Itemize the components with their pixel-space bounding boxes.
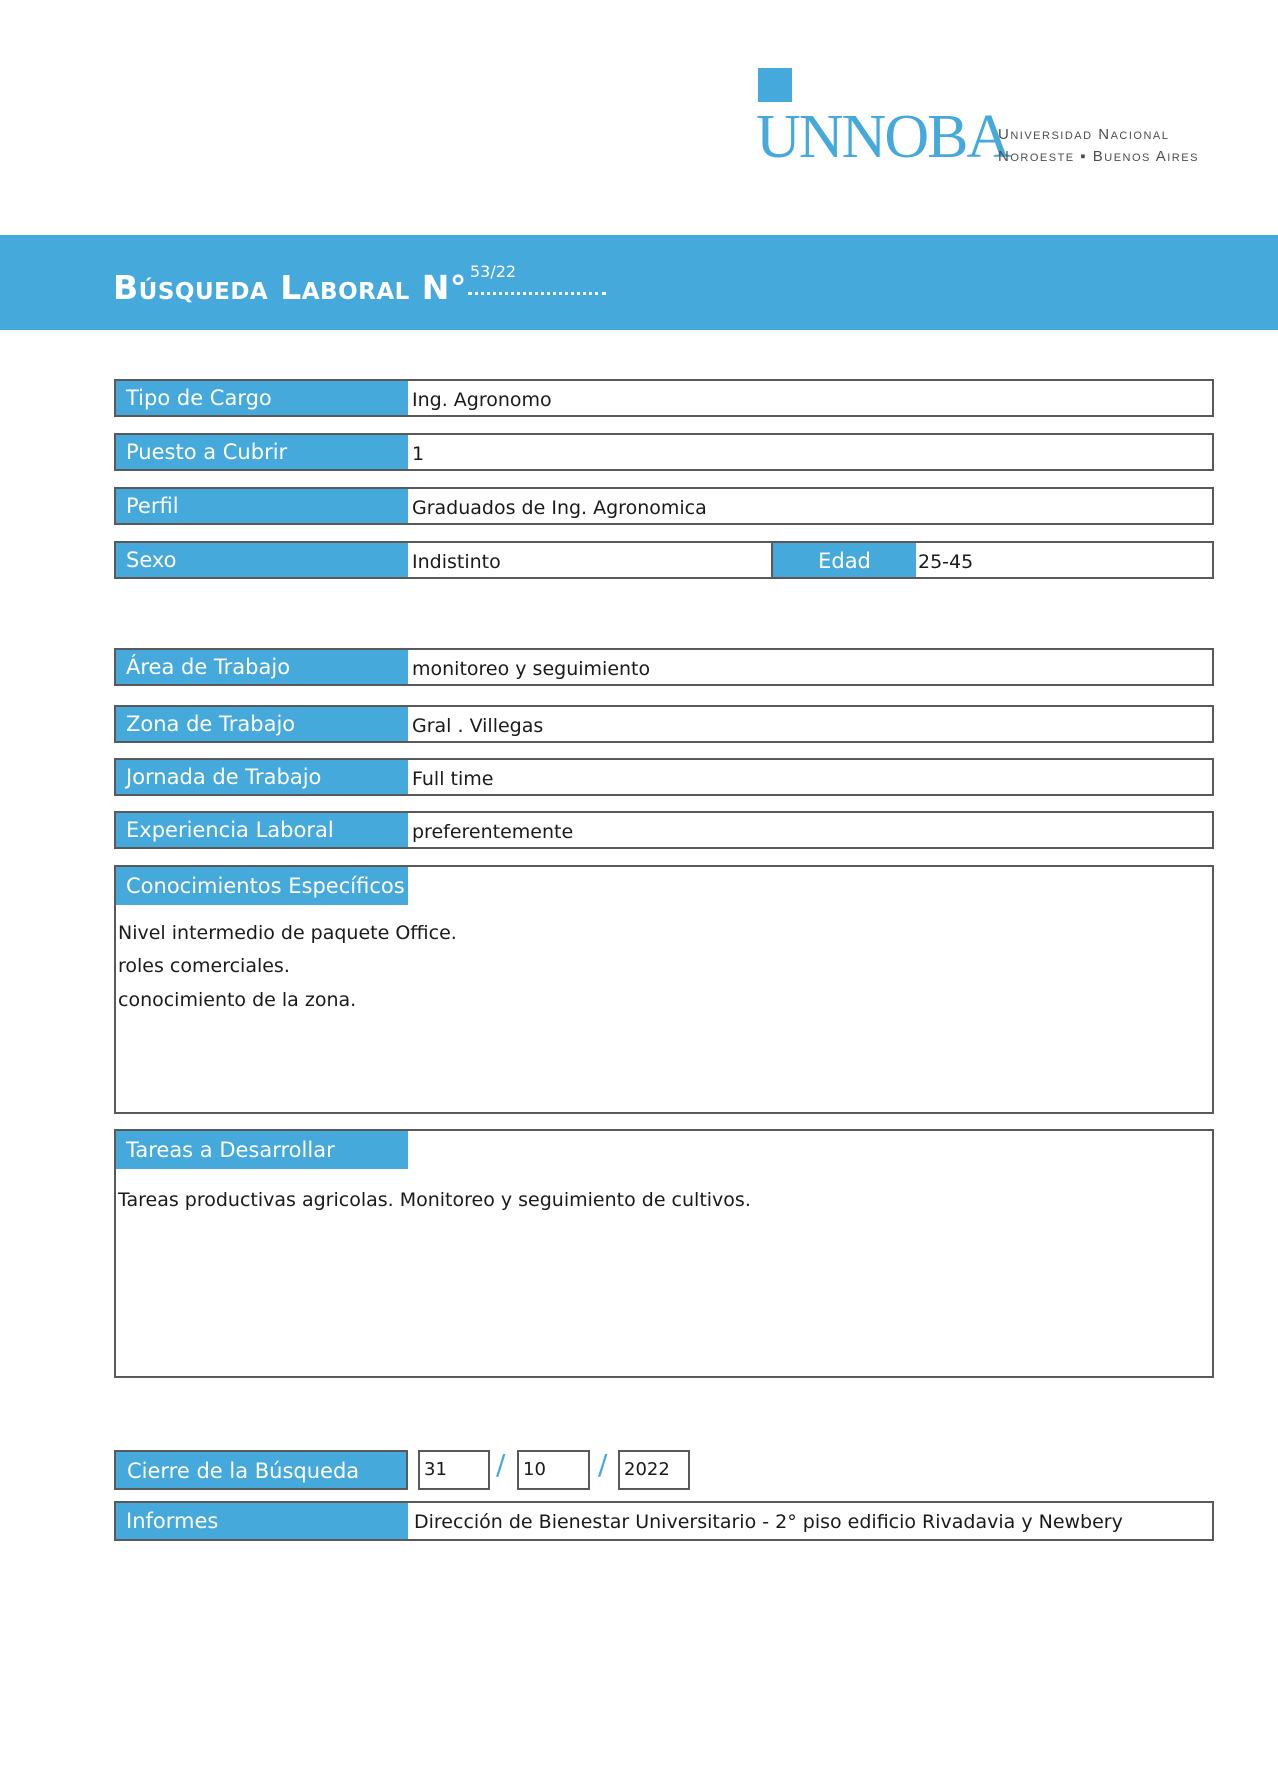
cierre-year: 2022 <box>618 1450 690 1490</box>
label-tareas: Tareas a Desarrollar <box>116 1131 408 1169</box>
tareas-line: Tareas productivas agricolas. Monitoreo y seguimiento de cultivos. <box>118 1189 751 1211</box>
label-informes: Informes <box>116 1503 408 1539</box>
tareas-box <box>114 1129 1214 1378</box>
logo-subtitle-line2: Noroeste ▪ Buenos Aires <box>998 148 1199 165</box>
value-puesto: 1 <box>412 443 425 465</box>
date-separator: / <box>496 1448 506 1481</box>
label-jornada: Jornada de Trabajo <box>116 760 408 794</box>
page-title: Búsqueda Laboral N° <box>113 268 467 307</box>
conocimientos-line: Nivel intermedio de paquete Office. <box>118 922 457 944</box>
label-edad: Edad <box>771 543 916 577</box>
value-area: monitoreo y seguimiento <box>412 658 651 680</box>
label-perfil: Perfil <box>116 489 408 523</box>
logo-wordmark: UNNOBA <box>756 103 1010 171</box>
label-puesto: Puesto a Cubrir <box>116 435 408 469</box>
value-experiencia: preferentemente <box>412 821 574 843</box>
row-perfil <box>114 487 1214 525</box>
row-jornada <box>114 758 1214 796</box>
row-zona <box>114 705 1214 743</box>
number-dotted-line <box>468 292 606 295</box>
date-separator: / <box>598 1448 608 1481</box>
value-tipo-cargo: Ing. Agronomo <box>412 389 552 411</box>
label-tipo-cargo: Tipo de Cargo <box>116 381 408 415</box>
conocimientos-line: conocimiento de la zona. <box>118 989 357 1011</box>
value-perfil: Graduados de Ing. Agronomica <box>412 497 707 519</box>
label-conocimientos: Conocimientos Específicos <box>116 867 408 905</box>
conocimientos-box <box>114 865 1214 1114</box>
row-experiencia <box>114 811 1214 849</box>
label-sexo: Sexo <box>116 543 408 577</box>
cierre-day: 31 <box>418 1450 490 1490</box>
search-number: 53/22 <box>470 262 517 281</box>
row-area <box>114 648 1214 686</box>
value-informes: Dirección de Bienestar Universitario - 2° piso edificio Rivadavia y Newbery <box>414 1511 1123 1533</box>
value-sexo: Indistinto <box>412 551 501 573</box>
label-cierre: Cierre de la Búsqueda <box>114 1450 408 1490</box>
cierre-month: 10 <box>517 1450 590 1490</box>
logo-subtitle <box>998 124 1199 168</box>
logo-subtitle-line1: Universidad Nacional <box>998 126 1170 143</box>
row-informes <box>114 1501 1214 1541</box>
value-zona: Gral . Villegas <box>412 715 544 737</box>
label-experiencia: Experiencia Laboral <box>116 813 408 847</box>
row-sexo-edad <box>114 541 1214 579</box>
label-zona: Zona de Trabajo <box>116 707 408 741</box>
value-jornada: Full time <box>412 768 494 790</box>
row-puesto <box>114 433 1214 471</box>
conocimientos-line: roles comerciales. <box>118 955 290 977</box>
label-area: Área de Trabajo <box>116 650 408 684</box>
value-edad: 25-45 <box>918 551 974 573</box>
row-tipo-cargo <box>114 379 1214 417</box>
logo-square <box>758 68 792 102</box>
